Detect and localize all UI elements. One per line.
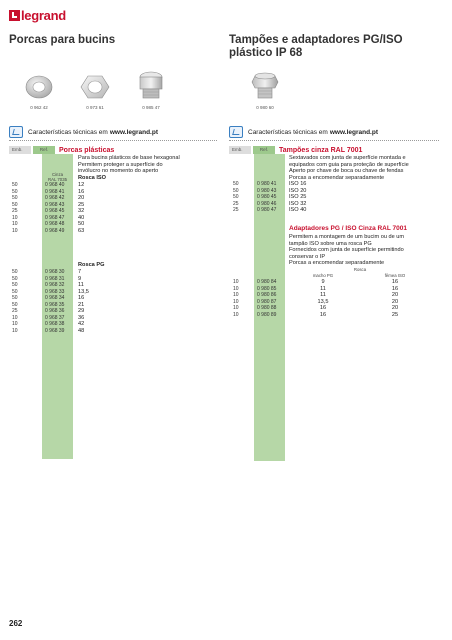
table-cell-ref: 0 980 87 <box>257 298 277 305</box>
left-divider <box>9 140 217 141</box>
iso-emb-column <box>12 182 32 234</box>
right-page-title <box>229 34 439 60</box>
adaptadores-iso-column <box>370 279 420 318</box>
section-title-porcas: Porcas plásticas <box>59 146 115 154</box>
table-cell-emb: 50 <box>12 275 18 282</box>
table-cell-size: 12 <box>78 182 85 188</box>
tampoes-intro-line: Aperto por chave de boca ou chave de fendas <box>289 168 404 174</box>
plug-icon <box>136 70 166 102</box>
table-cell-size: 40 <box>78 214 85 221</box>
table-cell-size: 63 <box>78 227 85 234</box>
table-cell-ref: 0 968 36 <box>45 308 65 314</box>
table-cell-pg: 11 <box>320 292 326 298</box>
table-cell-ref: 0 968 33 <box>45 288 65 295</box>
tampoes-intro <box>289 155 441 181</box>
table-cell-emb: 50 <box>12 295 18 301</box>
table-cell-size: 50 <box>78 221 85 227</box>
table-cell-emb: 50 <box>12 301 18 308</box>
table-cell-emb: 10 <box>12 221 18 227</box>
table-cell-size: 9 <box>78 275 82 282</box>
ref-subheader <box>42 172 73 182</box>
left-info-site-link[interactable]: www.legrand.pt <box>109 128 158 136</box>
table-cell-size: ISO 40 <box>289 207 307 213</box>
table-cell-ref: 0 968 37 <box>45 314 65 321</box>
table-cell-iso: 16 <box>391 285 399 292</box>
right-table-header <box>229 146 362 154</box>
table-cell-size: 16 <box>78 295 85 301</box>
table-cell-ref: 0 980 85 <box>257 285 277 292</box>
table-cell-size: 32 <box>78 208 85 214</box>
legrand-logo <box>9 9 66 21</box>
iso-ref-column <box>44 182 74 234</box>
table-cell-emb: 10 <box>12 314 18 321</box>
table-cell-size: ISO 20 <box>289 187 307 194</box>
product-caption-2: 0 973 61 <box>86 105 104 110</box>
table-cell-pg: 9 <box>321 279 325 285</box>
table-cell-pg: 16 <box>319 311 327 318</box>
table-cell-ref: 0 968 30 <box>45 269 65 275</box>
adaptadores-intro-line: conservar o IP <box>289 253 326 260</box>
table-cell-size: ISO 32 <box>289 200 307 207</box>
product-image-plug <box>136 70 166 110</box>
col-emb-header: Emb. <box>229 146 251 154</box>
table-cell-emb: 25 <box>12 308 18 314</box>
table-cell-iso: 20 <box>391 298 399 305</box>
table-cell-ref: 0 968 32 <box>45 282 65 288</box>
right-info-prefix: Características técnicas em <box>248 128 328 136</box>
left-intro-line: Permitem proteger a superfície do <box>78 161 163 168</box>
table-cell-emb: 50 <box>12 201 18 208</box>
table-cell-ref: 0 980 84 <box>257 279 277 285</box>
rosca-label: Rosca <box>353 267 367 272</box>
table-cell-emb: 50 <box>12 282 18 288</box>
table-cell-size: 16 <box>78 188 85 195</box>
adaptadores-intro-line: Permitem a montagem de um bucim ou de um <box>289 234 405 240</box>
table-cell-ref: 0 968 47 <box>45 214 65 221</box>
adaptadores-ref-column <box>256 279 286 318</box>
tampoes-ref-column <box>256 181 286 214</box>
table-cell-size: 21 <box>78 301 85 308</box>
table-cell-size: 42 <box>78 321 85 327</box>
product-image-nut-hex <box>80 72 110 110</box>
table-cell-ref: 0 968 35 <box>45 301 65 308</box>
table-cell-size: 11 <box>78 282 84 288</box>
col-pg-header: macho PG <box>312 273 334 278</box>
table-cell-emb: 10 <box>12 321 18 327</box>
table-cell-ref: 0 980 86 <box>257 292 277 298</box>
iso-size-column <box>78 182 84 234</box>
table-cell-emb: 10 <box>12 227 18 234</box>
adaptadores-intro <box>289 234 441 267</box>
left-intro <box>78 155 223 175</box>
table-cell-pg: 16 <box>319 305 327 311</box>
table-cell-size: ISO 25 <box>289 194 307 200</box>
table-cell-ref: 0 980 46 <box>257 200 277 207</box>
table-cell-emb: 50 <box>12 288 18 295</box>
pg-emb-column <box>12 269 32 334</box>
page-number: 262 <box>9 619 23 628</box>
product-caption-right: 0 980 60 <box>256 105 274 110</box>
right-info-site-link[interactable]: www.legrand.pt <box>329 128 378 136</box>
table-cell-size: 29 <box>78 308 85 314</box>
ref-subheader-line2: RAL 7035 <box>48 177 67 182</box>
table-cell-size: 20 <box>78 195 85 201</box>
section-title-tampoes: Tampões cinza RAL 7001 <box>279 146 363 154</box>
table-cell-emb: 50 <box>233 187 239 194</box>
right-divider <box>229 140 439 141</box>
technical-link-icon <box>9 126 23 138</box>
table-cell-ref: 0 980 41 <box>257 181 277 187</box>
table-cell-ref: 0 968 45 <box>45 208 65 214</box>
table-cell-emb: 50 <box>12 269 18 275</box>
round-nut-icon <box>24 72 54 102</box>
pg-size-column <box>78 269 89 334</box>
hex-nut-icon <box>80 72 110 102</box>
table-cell-iso: 25 <box>391 311 399 318</box>
table-cell-ref: 0 980 43 <box>257 187 277 194</box>
left-table-header <box>9 146 114 154</box>
table-cell-ref: 0 968 39 <box>45 327 65 334</box>
table-cell-emb: 25 <box>12 208 18 214</box>
section-title-adaptadores: Adaptadores PG / ISO Cinza RAL 7001 <box>289 225 407 232</box>
table-cell-ref: 0 968 38 <box>45 321 65 327</box>
table-cell-ref: 0 968 40 <box>45 182 65 188</box>
table-cell-emb: 25 <box>233 207 239 213</box>
table-cell-pg: 11 <box>320 285 326 292</box>
right-info-line <box>229 126 378 138</box>
table-cell-ref: 0 968 43 <box>45 201 65 208</box>
left-intro-line: invólucro no momento do aperto <box>78 168 159 174</box>
tampoes-intro-line: equipados com guia para proteção de superfície <box>289 161 409 168</box>
table-cell-emb: 10 <box>233 285 239 292</box>
table-cell-emb: 50 <box>233 194 239 200</box>
adaptadores-intro-line: Fornecidos com junta de superfície permitindo <box>289 247 404 253</box>
rosca-iso-heading: Rosca ISO <box>78 175 106 181</box>
table-cell-iso: 16 <box>391 279 399 285</box>
technical-link-icon <box>229 126 243 138</box>
table-cell-emb: 10 <box>233 279 239 285</box>
left-page-title: Porcas para bucins <box>9 34 116 46</box>
table-cell-emb: 10 <box>233 311 239 318</box>
table-cell-ref: 0 980 47 <box>257 207 277 213</box>
left-info-prefix: Características técnicas em <box>28 128 108 136</box>
table-cell-size: 48 <box>78 327 85 334</box>
table-cell-emb: 10 <box>233 298 239 305</box>
table-cell-ref: 0 968 41 <box>45 188 65 195</box>
product-image-adapter <box>250 70 280 110</box>
table-cell-emb: 10 <box>233 305 239 311</box>
table-cell-size: 7 <box>78 269 82 275</box>
table-cell-size: 13,5 <box>78 288 89 295</box>
tampoes-emb-column <box>233 181 251 214</box>
table-cell-size: ISO 16 <box>289 181 307 187</box>
right-title-line2: plástico IP 68 <box>229 47 303 59</box>
table-cell-emb: 50 <box>12 195 18 201</box>
left-info-line <box>9 126 158 138</box>
table-cell-ref: 0 980 88 <box>257 305 277 311</box>
table-cell-size: 25 <box>78 201 85 208</box>
table-cell-ref: 0 980 89 <box>257 311 277 318</box>
right-title-line1: Tampões e adaptadores PG/ISO <box>229 34 403 46</box>
table-cell-ref: 0 968 49 <box>45 227 65 234</box>
table-cell-ref: 0 968 48 <box>45 221 65 227</box>
product-image-nut-round <box>24 72 54 110</box>
col-ref-header: Ref. <box>253 146 275 154</box>
table-cell-iso: 20 <box>391 292 399 298</box>
table-cell-iso: 20 <box>391 305 399 311</box>
table-cell-emb: 10 <box>233 292 239 298</box>
adapter-icon <box>250 70 280 102</box>
adaptadores-intro-line: Porcas a encomendar separadamente <box>289 260 385 266</box>
product-caption-3: 0 985 47 <box>142 105 160 110</box>
tampoes-intro-line: Sextavados com junta de superfície montada e <box>289 155 406 161</box>
table-cell-ref: 0 968 42 <box>45 195 65 201</box>
table-cell-emb: 10 <box>12 327 18 334</box>
table-cell-emb: 25 <box>233 200 239 207</box>
legrand-logo-icon <box>9 10 20 21</box>
ref-subheader-line1: Cinza <box>52 172 63 177</box>
table-cell-pg: 13,5 <box>317 298 329 305</box>
col-iso-header: fêmea ISO <box>384 273 406 278</box>
table-cell-size: 36 <box>78 314 85 321</box>
brand-name: legrand <box>21 7 66 23</box>
adaptadores-emb-column <box>233 279 251 318</box>
adaptadores-pg-column <box>298 279 348 318</box>
left-intro-line: Para bucins plásticos de base hexagonal <box>78 155 180 161</box>
table-cell-emb: 50 <box>233 181 239 187</box>
tampoes-intro-line: Porcas a encomendar separadamente <box>289 174 385 181</box>
table-cell-ref: 0 968 31 <box>45 275 65 282</box>
col-emb-header: Emb. <box>9 146 31 154</box>
table-cell-emb: 50 <box>12 188 18 195</box>
table-cell-emb: 10 <box>12 214 18 221</box>
col-ref-header: Ref. <box>33 146 55 154</box>
pg-ref-column <box>44 269 74 334</box>
table-cell-emb: 50 <box>12 182 18 188</box>
product-caption-1: 0 962 42 <box>30 105 48 110</box>
rosca-pg-heading: Rosca PG <box>78 262 105 268</box>
tampoes-size-column <box>289 181 306 214</box>
adaptadores-intro-line: tampão ISO sobre uma rosca PG <box>289 240 372 247</box>
table-cell-ref: 0 980 45 <box>257 194 277 200</box>
table-cell-ref: 0 968 34 <box>45 295 65 301</box>
